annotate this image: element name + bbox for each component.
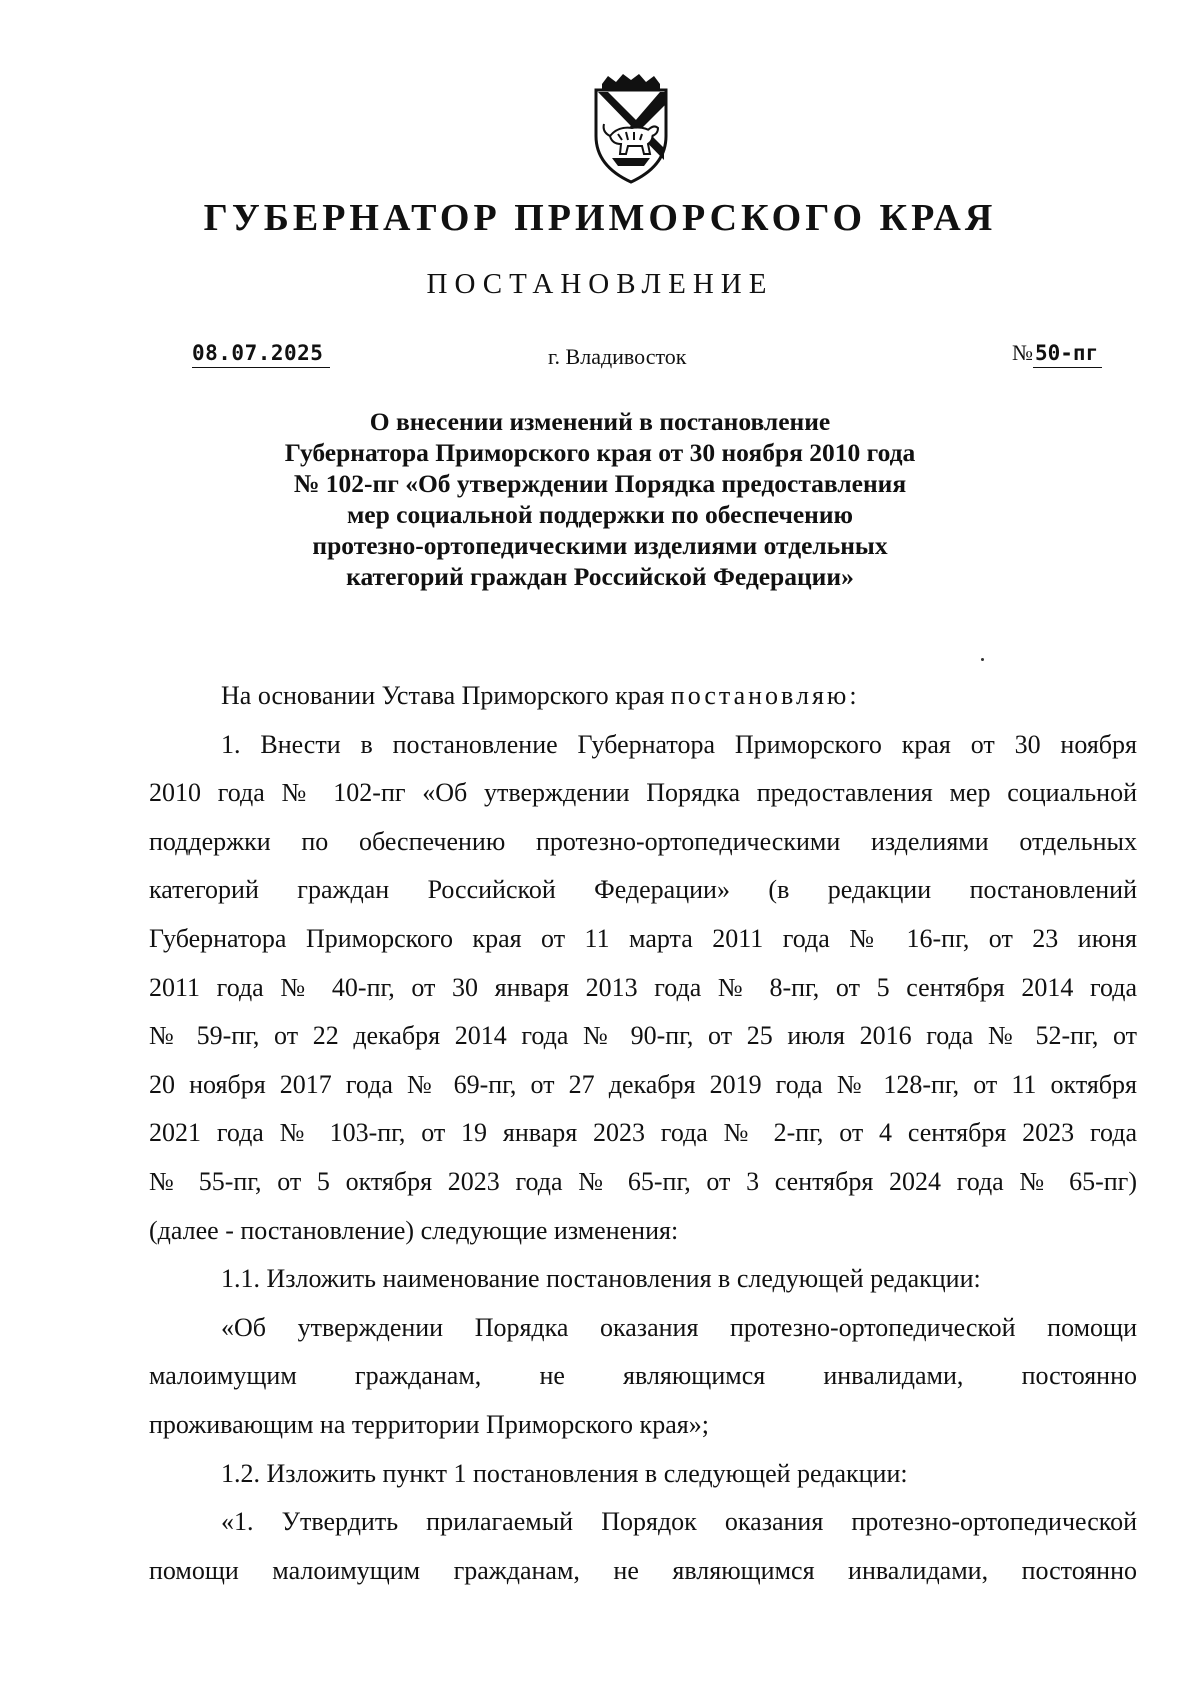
paragraph-line: 1.2. Изложить пункт 1 постановления в следующей редакции: (221, 1458, 908, 1488)
paragraph-line: 2011 года № 40-пг, от 30 января 2013 года № 8-пг, от 5 сентября 2014 года (149, 972, 1137, 1002)
issuing-authority-title: ГУБЕРНАТОР ПРИМОРСКОГО КРАЯ (203, 197, 997, 239)
paragraph-line: проживающим на территории Приморского края»; (149, 1409, 709, 1439)
paragraph-1-1 (149, 1255, 1137, 1304)
subject-line: мер социальной поддержки по обеспечению (346, 500, 854, 529)
paragraph-line: (далее - постановление) следующие изменения: (149, 1215, 679, 1245)
subject-line: № 102-пг «Об утверждении Порядка предоставления (293, 469, 907, 498)
paragraph-line: 1.1. Изложить наименование постановления в следующей редакции: (221, 1264, 981, 1294)
paragraph-line: 1. Внести в постановление Губернатора Приморского края от 30 ноября (221, 729, 1137, 759)
document-city: г. Владивосток (548, 344, 687, 369)
paragraph-line: 20 ноября 2017 года № 69-пг, от 27 декабря 2019 года № 128-пг, от 11 октября (149, 1069, 1137, 1099)
document-date: 08.07.2025 (192, 341, 330, 368)
preamble (149, 672, 1137, 721)
subject-line: О внесении изменений в постановление (369, 407, 831, 436)
paragraph-line: «Об утверждении Порядка оказания протезно-ортопедической помощи (221, 1312, 1137, 1342)
paragraph-line: поддержки по обеспечению протезно-ортопедическими изделиями отдельных (149, 826, 1137, 856)
paragraph-line: категорий граждан Российской Федерации» (в редакции постановлений (149, 875, 1137, 905)
paragraph-line: «1. Утвердить прилагаемый Порядок оказания протезно-ортопедической (221, 1507, 1137, 1537)
paragraph-line: № 59-пг, от 22 декабря 2014 года № 90-пг, от 25 июля 2016 года № 52-пг, от (149, 1021, 1137, 1051)
paragraph-line: 2021 года № 103-пг, от 19 января 2023 года № 2-пг, от 4 сентября 2023 года (149, 1118, 1137, 1148)
number-value: 50-пг (1033, 341, 1102, 368)
paragraph-line: помощи малоимущим гражданам, не являющимся инвалидами, постоянно (149, 1555, 1137, 1585)
paragraph-line: малоимущим гражданам, не являющимся инвалидами, постоянно (149, 1361, 1137, 1391)
paragraph-quote-item-1 (149, 1498, 1137, 1595)
document-type-title: ПОСТАНОВЛЕНИЕ (426, 268, 774, 300)
paragraph-line: 2010 года № 102-пг «Об утверждении Порядка предоставления мер социальной (149, 778, 1137, 808)
scan-speck (981, 658, 984, 661)
document-number (1012, 340, 1102, 366)
preamble-emphasis: постановляю: (670, 681, 860, 710)
paragraph-1-2 (149, 1450, 1137, 1499)
paragraph-line: № 55-пг, от 5 октября 2023 года № 65-пг, от 3 сентября 2024 года № 65-пг) (149, 1166, 1137, 1196)
preamble-text: На основании Устава Приморского края (221, 681, 671, 710)
document-subject (220, 406, 980, 592)
document-body (149, 672, 1137, 1595)
paragraph-line: Губернатора Приморского края от 11 марта 2011 года № 16-пг, от 23 июня (149, 923, 1137, 953)
subject-line: протезно-ортопедическими изделиями отдельных (312, 531, 888, 560)
subject-line: Губернатора Приморского края от 30 ноября 2010 года (284, 438, 916, 467)
number-sign: № (1012, 340, 1033, 365)
subject-line: категорий граждан Российской Федерации» (346, 562, 854, 591)
coat-of-arms-emblem (588, 74, 674, 186)
paragraph-1 (149, 721, 1137, 1256)
paragraph-quote-title (149, 1304, 1137, 1450)
